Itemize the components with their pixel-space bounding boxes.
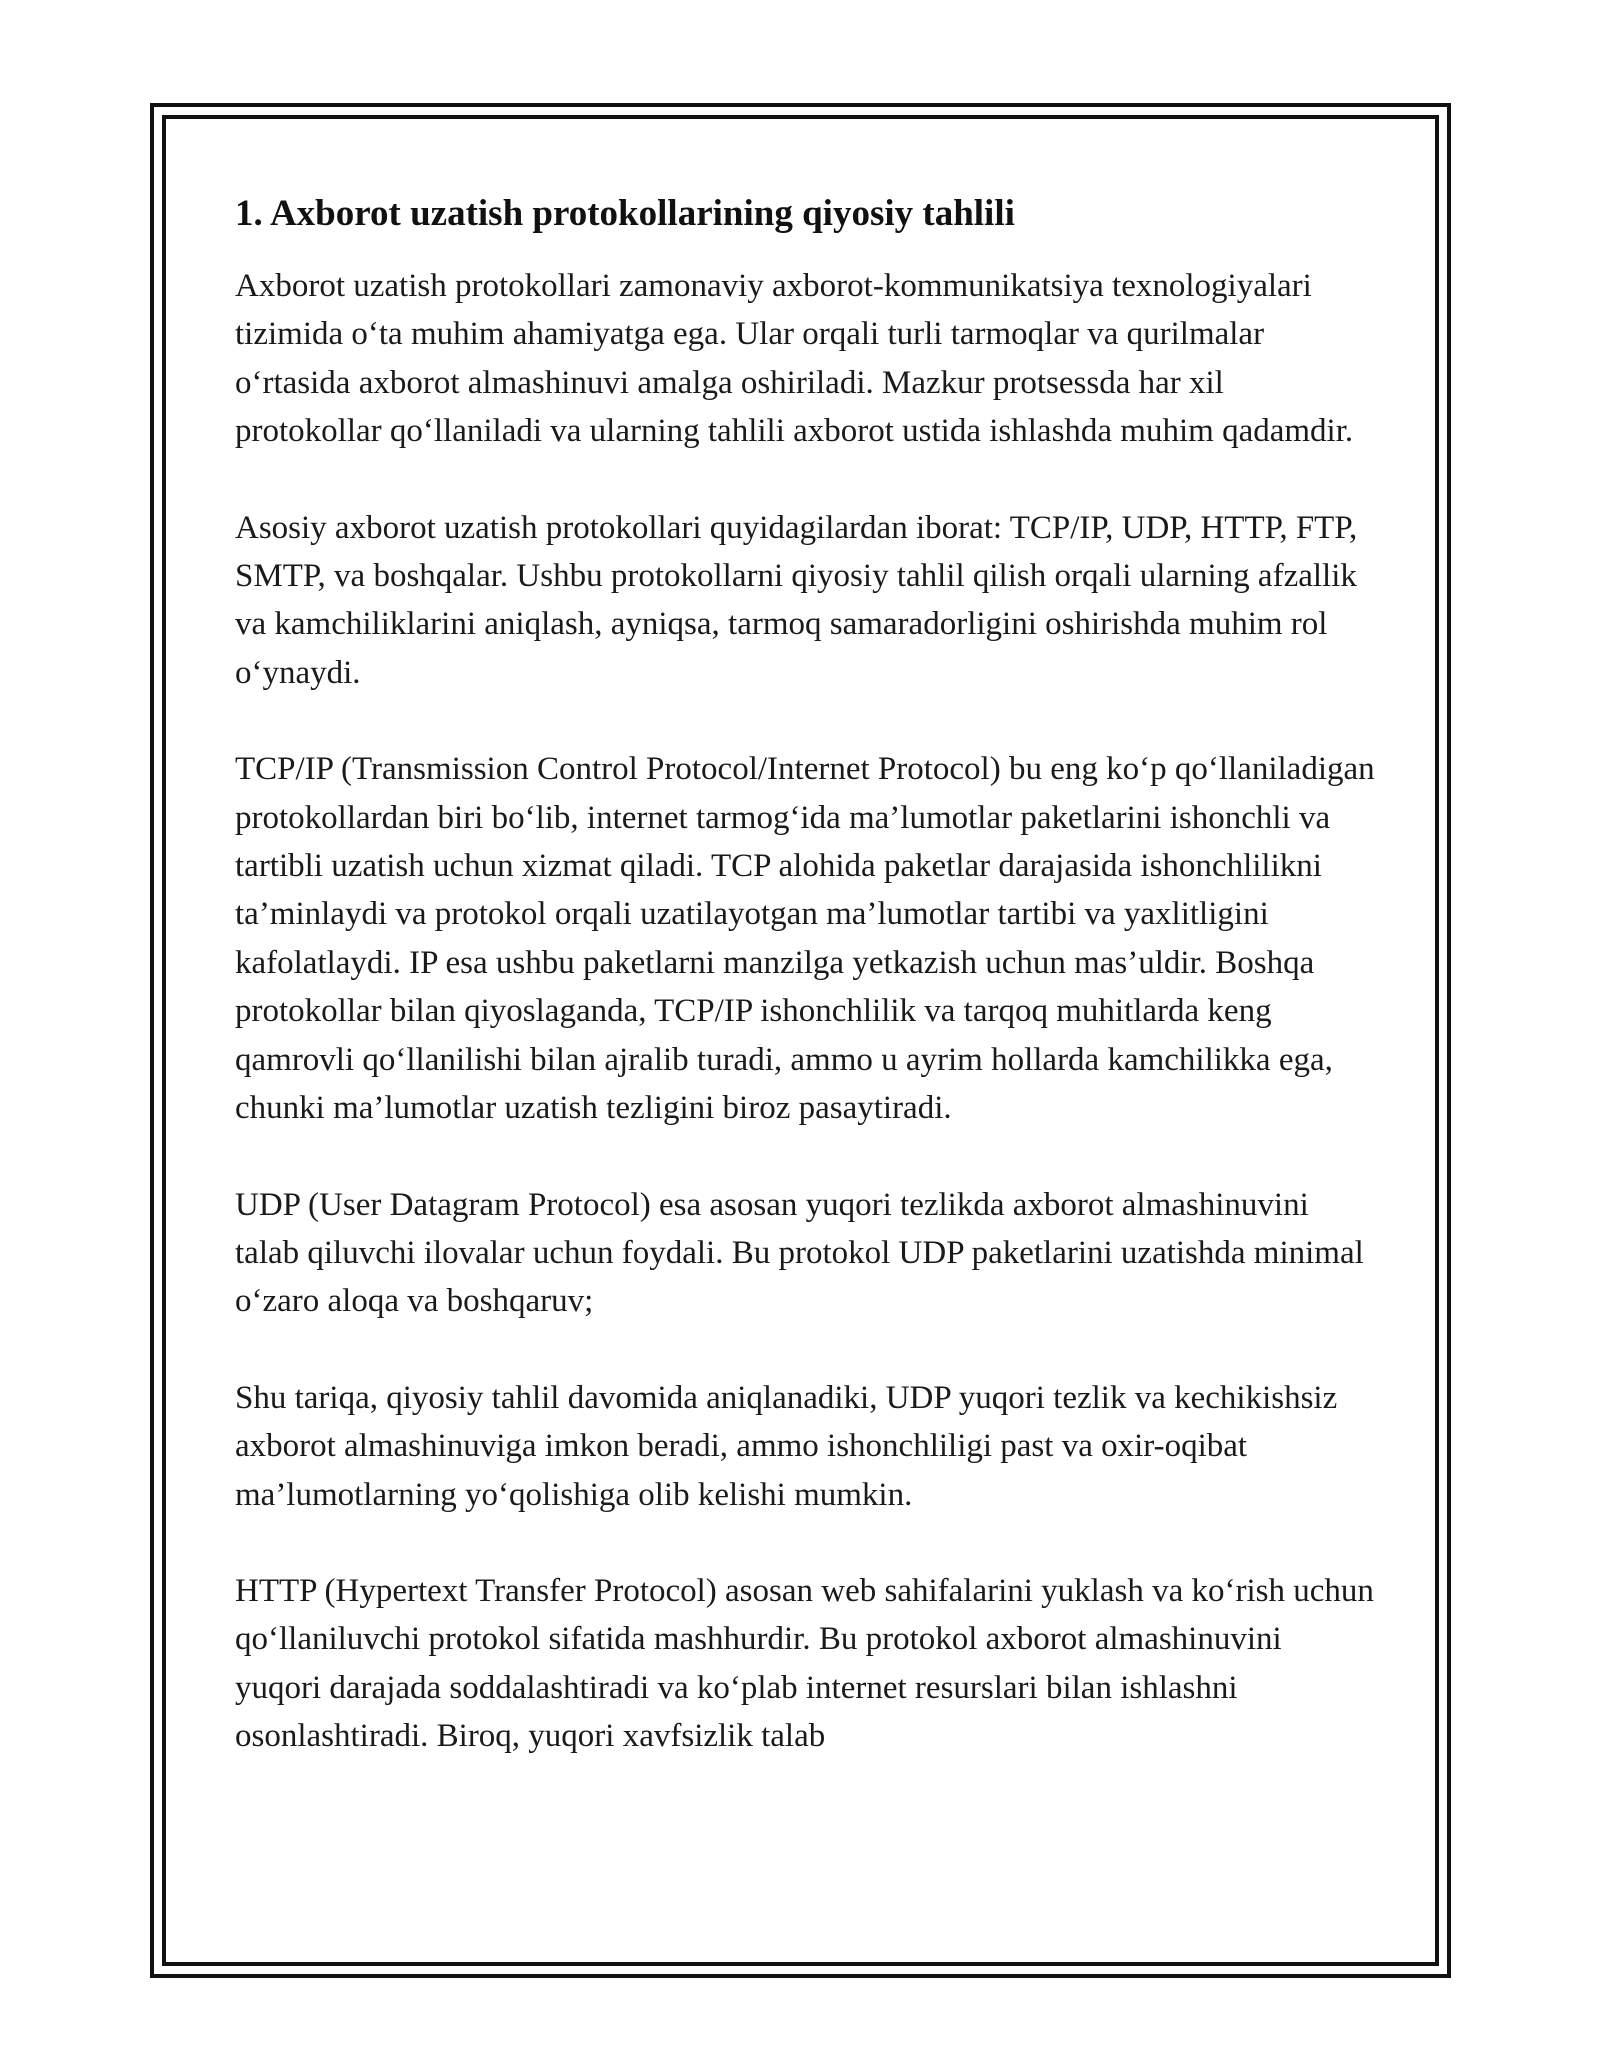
paragraph-tcp-ip: TCP/IP (Transmission Control Protocol/Internet Protocol) bu eng ko‘p qo‘llaniladigan protokollardan biri bo‘lib, internet tarmog‘ida ma’lumotlar paketlarini ishonchli va tartibli uzatish uchun xizmat qiladi. TCP alohida paketlar darajasida ishonchlilikni ta’minlaydi va protokol orqali uzatilayotgan ma’lumotlar tartibi va yaxlitligini kafolatlaydi. IP esa ushbu paketlarni manzilga yetkazish uchun mas’uldir. Boshqa protokollar bilan qiyoslaganda, TCP/IP ishonchlilik va tarqoq muhitlarda keng qamrovli qo‘llanilishi bilan ajralib turadi, ammo u ayrim hollarda kamchilikka ega, chunki ma’lumotlar uzatish tezligini biroz pasaytiradi. [235,751,1375,1127]
document-body [235,188,1375,1809]
paragraph-http: HTTP (Hypertext Transfer Protocol) asosan web sahifalarini yuklash va ko‘rish uchun qo‘llaniluvchi protokol sifatida mashhurdir. Bu protokol axborot almashinuvini yuqori darajada soddalashtiradi va ko‘plab internet resurslari bilan ishlashni osonlashtiradi. Biroq, yuqori xavfsizlik talab [235,1572,1374,1755]
section-heading: 1. Axborot uzatish protokollarining qiyosiy tahlili [235,193,1015,234]
paragraph-protocol-list: Asosiy axborot uzatish protokollari quyidagilardan iborat: TCP/IP, UDP, HTTP, FTP, SMTP, va boshqalar. Ushbu protokollarni qiyosiy tahlil qilish orqali ularning afzallik va kamchiliklarini aniqlash, ayniqsa, tarmoq samaradorligini oshirishda muhim rol o‘ynaydi. [235,509,1358,691]
paragraph-udp-summary: Shu tariqa, qiyosiy tahlil davomida aniqlanadiki, UDP yuqori tezlik va kechikishsiz axborot almashinuviga imkon beradi, ammo ishonchliligi past va oxir-oqibat ma’lumotlarning yo‘qolishiga olib kelishi mumkin. [235,1379,1338,1513]
paragraph-intro: Axborot uzatish protokollari zamonaviy axborot-kommunikatsiya texnologiyalari tizimida o‘ta muhim ahamiyatga ega. Ular orqali turli tarmoqlar va qurilmalar o‘rtasida axborot almashinuvi amalga oshiriladi. Mazkur protsessda har xil protokollar qo‘llaniladi va ularning tahlili axborot ustida ishlashda muhim qadamdir. [235,268,1354,450]
paragraph-udp: UDP (User Datagram Protocol) esa asosan yuqori tezlikda axborot almashinuvini talab qiluvchi ilovalar uchun foydali. Bu protokol UDP paketlarini uzatishda minimal o‘zaro aloqa va boshqaruv; [235,1186,1364,1320]
